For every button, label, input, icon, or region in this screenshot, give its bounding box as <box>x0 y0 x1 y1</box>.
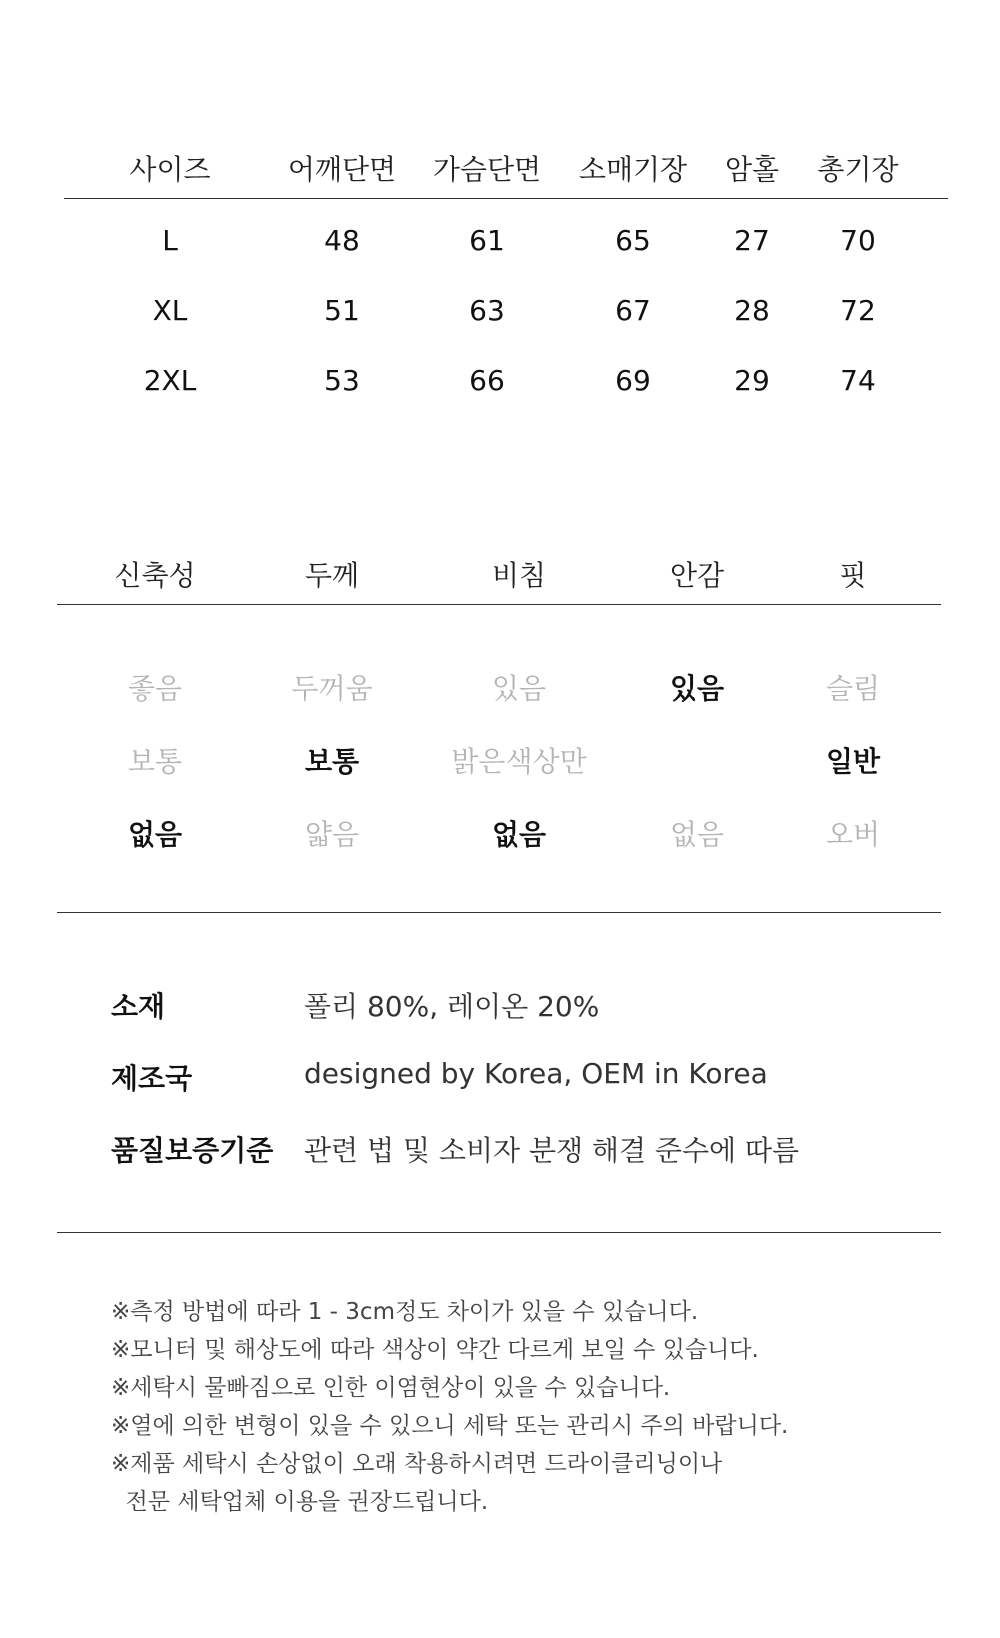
feature-option: 좋음 <box>127 672 183 705</box>
size-cell: XL <box>152 294 188 327</box>
size-cell: 66 <box>469 364 505 397</box>
feature-option: 있음 <box>669 672 725 705</box>
feature-option: 일반 <box>825 745 881 778</box>
feature-option: 보통 <box>127 745 183 778</box>
feature-header-fit: 핏 <box>839 559 867 592</box>
feature-header-stretch: 신축성 <box>114 559 196 592</box>
info-value-origin: designed by Korea, OEM in Korea <box>304 1057 768 1090</box>
note-line: ※측정 방법에 따라 1 - 3cm정도 차이가 있을 수 있습니다. <box>111 1299 699 1325</box>
size-header-length: 총기장 <box>817 153 899 186</box>
size-cell: 27 <box>734 224 770 257</box>
feature-header-thickness: 두께 <box>304 559 360 592</box>
size-cell: 51 <box>324 294 360 327</box>
size-cell: 53 <box>324 364 360 397</box>
feature-option: 없음 <box>127 818 183 851</box>
note-line: 전문 세탁업체 이용을 권장드립니다. <box>111 1489 489 1515</box>
feature-option: 없음 <box>491 818 547 851</box>
size-cell: 69 <box>615 364 651 397</box>
note-line: ※제품 세탁시 손상없이 오래 착용하시려면 드라이클리닝이나 <box>111 1451 723 1477</box>
feature-option: 오버 <box>825 818 881 851</box>
size-cell: 28 <box>734 294 770 327</box>
note-line: ※세탁시 물빠짐으로 인한 이염현상이 있을 수 있습니다. <box>111 1375 671 1401</box>
feature-header-sheerness: 비침 <box>491 559 547 592</box>
feature-option: 밝은색상만 <box>451 745 587 778</box>
size-header-armhole: 암홀 <box>724 153 780 186</box>
feature-option: 두꺼움 <box>291 672 373 705</box>
info-label-material: 소재 <box>111 990 166 1023</box>
info-label-warranty: 품질보증기준 <box>111 1134 274 1167</box>
size-cell: 61 <box>469 224 505 257</box>
note-line: ※열에 의한 변형이 있을 수 있으니 세탁 또는 관리시 주의 바랍니다. <box>111 1413 789 1439</box>
info-value-warranty: 관련 법 및 소비자 분쟁 해결 준수에 따름 <box>304 1134 800 1167</box>
size-cell: 65 <box>615 224 651 257</box>
size-cell: 29 <box>734 364 770 397</box>
feature-option: 없음 <box>669 818 725 851</box>
size-cell: 67 <box>615 294 651 327</box>
feature-option: 보통 <box>304 745 360 778</box>
feature-option: 슬림 <box>825 672 881 705</box>
size-header-shoulder: 어깨단면 <box>287 153 397 186</box>
feature-header-lining: 안감 <box>669 559 725 592</box>
size-cell: 48 <box>324 224 360 257</box>
feature-option: 얇음 <box>304 818 360 851</box>
size-cell: 70 <box>840 224 876 257</box>
size-cell: 2XL <box>143 364 197 397</box>
size-header-sleeve: 소매기장 <box>578 153 688 186</box>
info-bottom-rule <box>57 1232 941 1233</box>
size-cell: L <box>162 224 178 257</box>
info-value-material: 폴리 80%, 레이온 20% <box>304 990 600 1023</box>
feature-option: 있음 <box>491 672 547 705</box>
size-cell: 63 <box>469 294 505 327</box>
feature-table-divider <box>57 604 941 605</box>
size-cell: 72 <box>840 294 876 327</box>
size-header-size: 사이즈 <box>129 153 211 186</box>
note-line: ※모니터 및 해상도에 따라 색상이 약간 다르게 보일 수 있습니다. <box>111 1337 759 1363</box>
size-cell: 74 <box>840 364 876 397</box>
info-label-origin: 제조국 <box>111 1062 193 1095</box>
size-table-divider <box>64 198 948 199</box>
feature-table-bottom-rule <box>57 912 941 913</box>
size-header-chest: 가슴단면 <box>432 153 542 186</box>
